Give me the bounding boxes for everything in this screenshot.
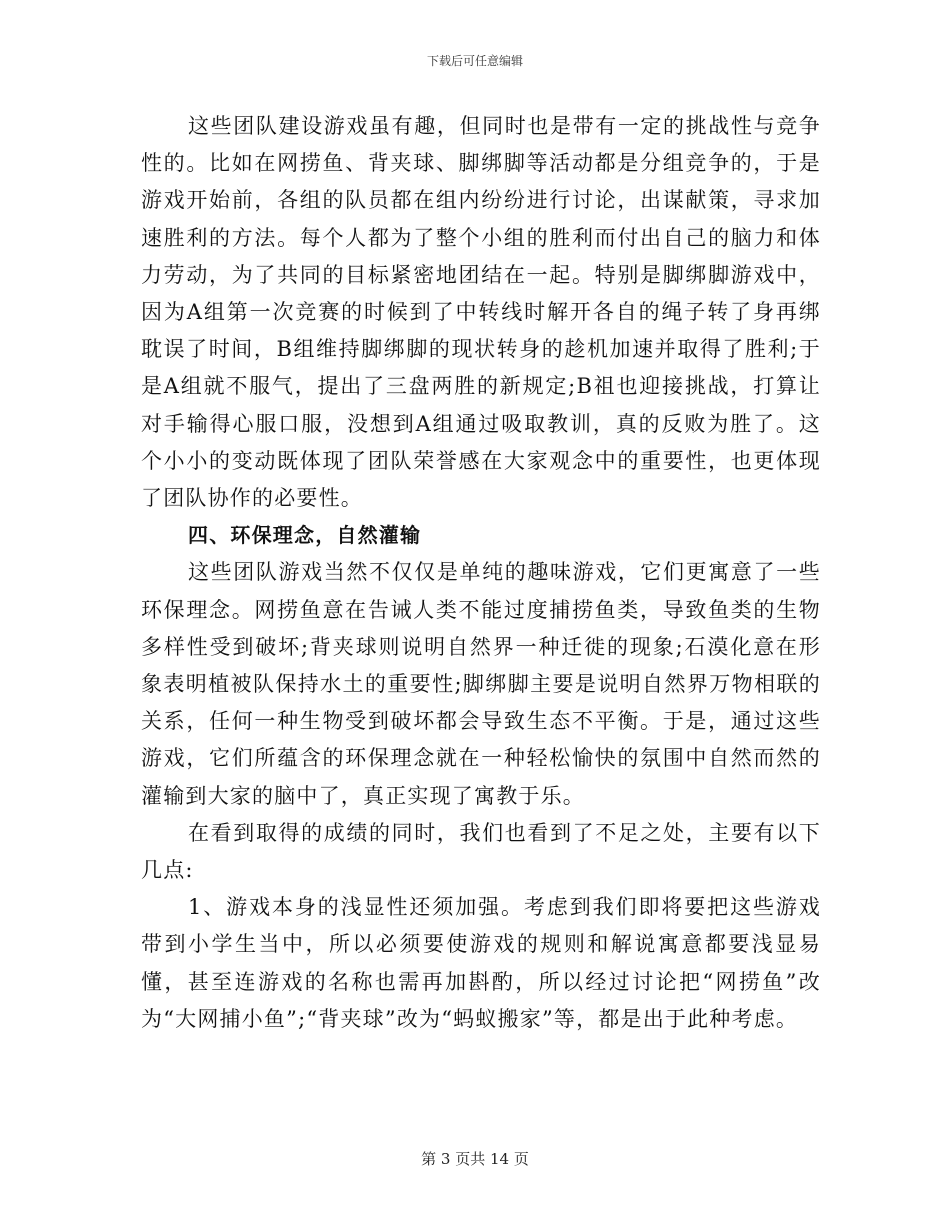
paragraph-point-one: 1、游戏本身的浅显性还须加强。考虑到我们即将要把这些游戏带到小学生当中，所以必须要使游戏的规则和解说寓意都要浅显易懂，甚至连游戏的名称也需再加斟酌，所以经过讨论把“网捞鱼”改为“大网捕小鱼”;“背夹球”改为“蚂蚁搬家”等，都是出于此种考虑。	[141, 895, 821, 1031]
document-body	[141, 108, 821, 1038]
paragraph-environmental-concepts: 这些团队游戏当然不仅仅是单纯的趣味游戏，它们更寓意了一些环保理念。网捞鱼意在告诫人类不能过度捕捞鱼类，导致鱼类的生物多样性受到破坏;背夹球则说明自然界一种迁徙的现象;石漠化意在形象表明植被队保持水土的重要性;脚绑脚主要是说明自然界万物相联的关系，任何一种生物受到破坏都会导致生态不平衡。于是，通过这些游戏，它们所蕴含的环保理念就在一种轻松愉快的氛围中自然而然的灌输到大家的脑中了，真正实现了寓教于乐。	[141, 560, 821, 808]
paragraph-shortcomings-intro: 在看到取得的成绩的同时，我们也看到了不足之处，主要有以下几点:	[141, 820, 821, 883]
page-footer: 第 3 页共 14 页	[421, 1150, 529, 1168]
page-header: 下载后可任意编辑	[426, 54, 523, 68]
paragraph-team-competition: 这些团队建设游戏虽有趣，但同时也是带有一定的挑战性与竞争性的。比如在网捞鱼、背夹球、脚绑脚等活动都是分组竞争的，于是游戏开始前，各组的队员都在组内纷纷进行讨论，出谋献策，寻求加速胜利的方法。每个人都为了整个小组的胜利而付出自己的脑力和体力劳动，为了共同的目标紧密地团结在一起。特别是脚绑脚游戏中，因为A组第一次竞赛的时候到了中转线时解开各自的绳子转了身再绑耽误了时间，B组维持脚绑脚的现状转身的趁机加速并取得了胜利;于是A组就不服气，提出了三盘两胜的新规定;B祖也迎接挑战，打算让对手输得心服口服，没想到A组通过吸取教训，真的反败为胜了。这个小小的变动既体现了团队荣誉感在大家观念中的重要性，也更体现了团队协作的必要性。	[141, 114, 821, 511]
section-heading: 四、环保理念，自然灌输	[188, 523, 422, 548]
